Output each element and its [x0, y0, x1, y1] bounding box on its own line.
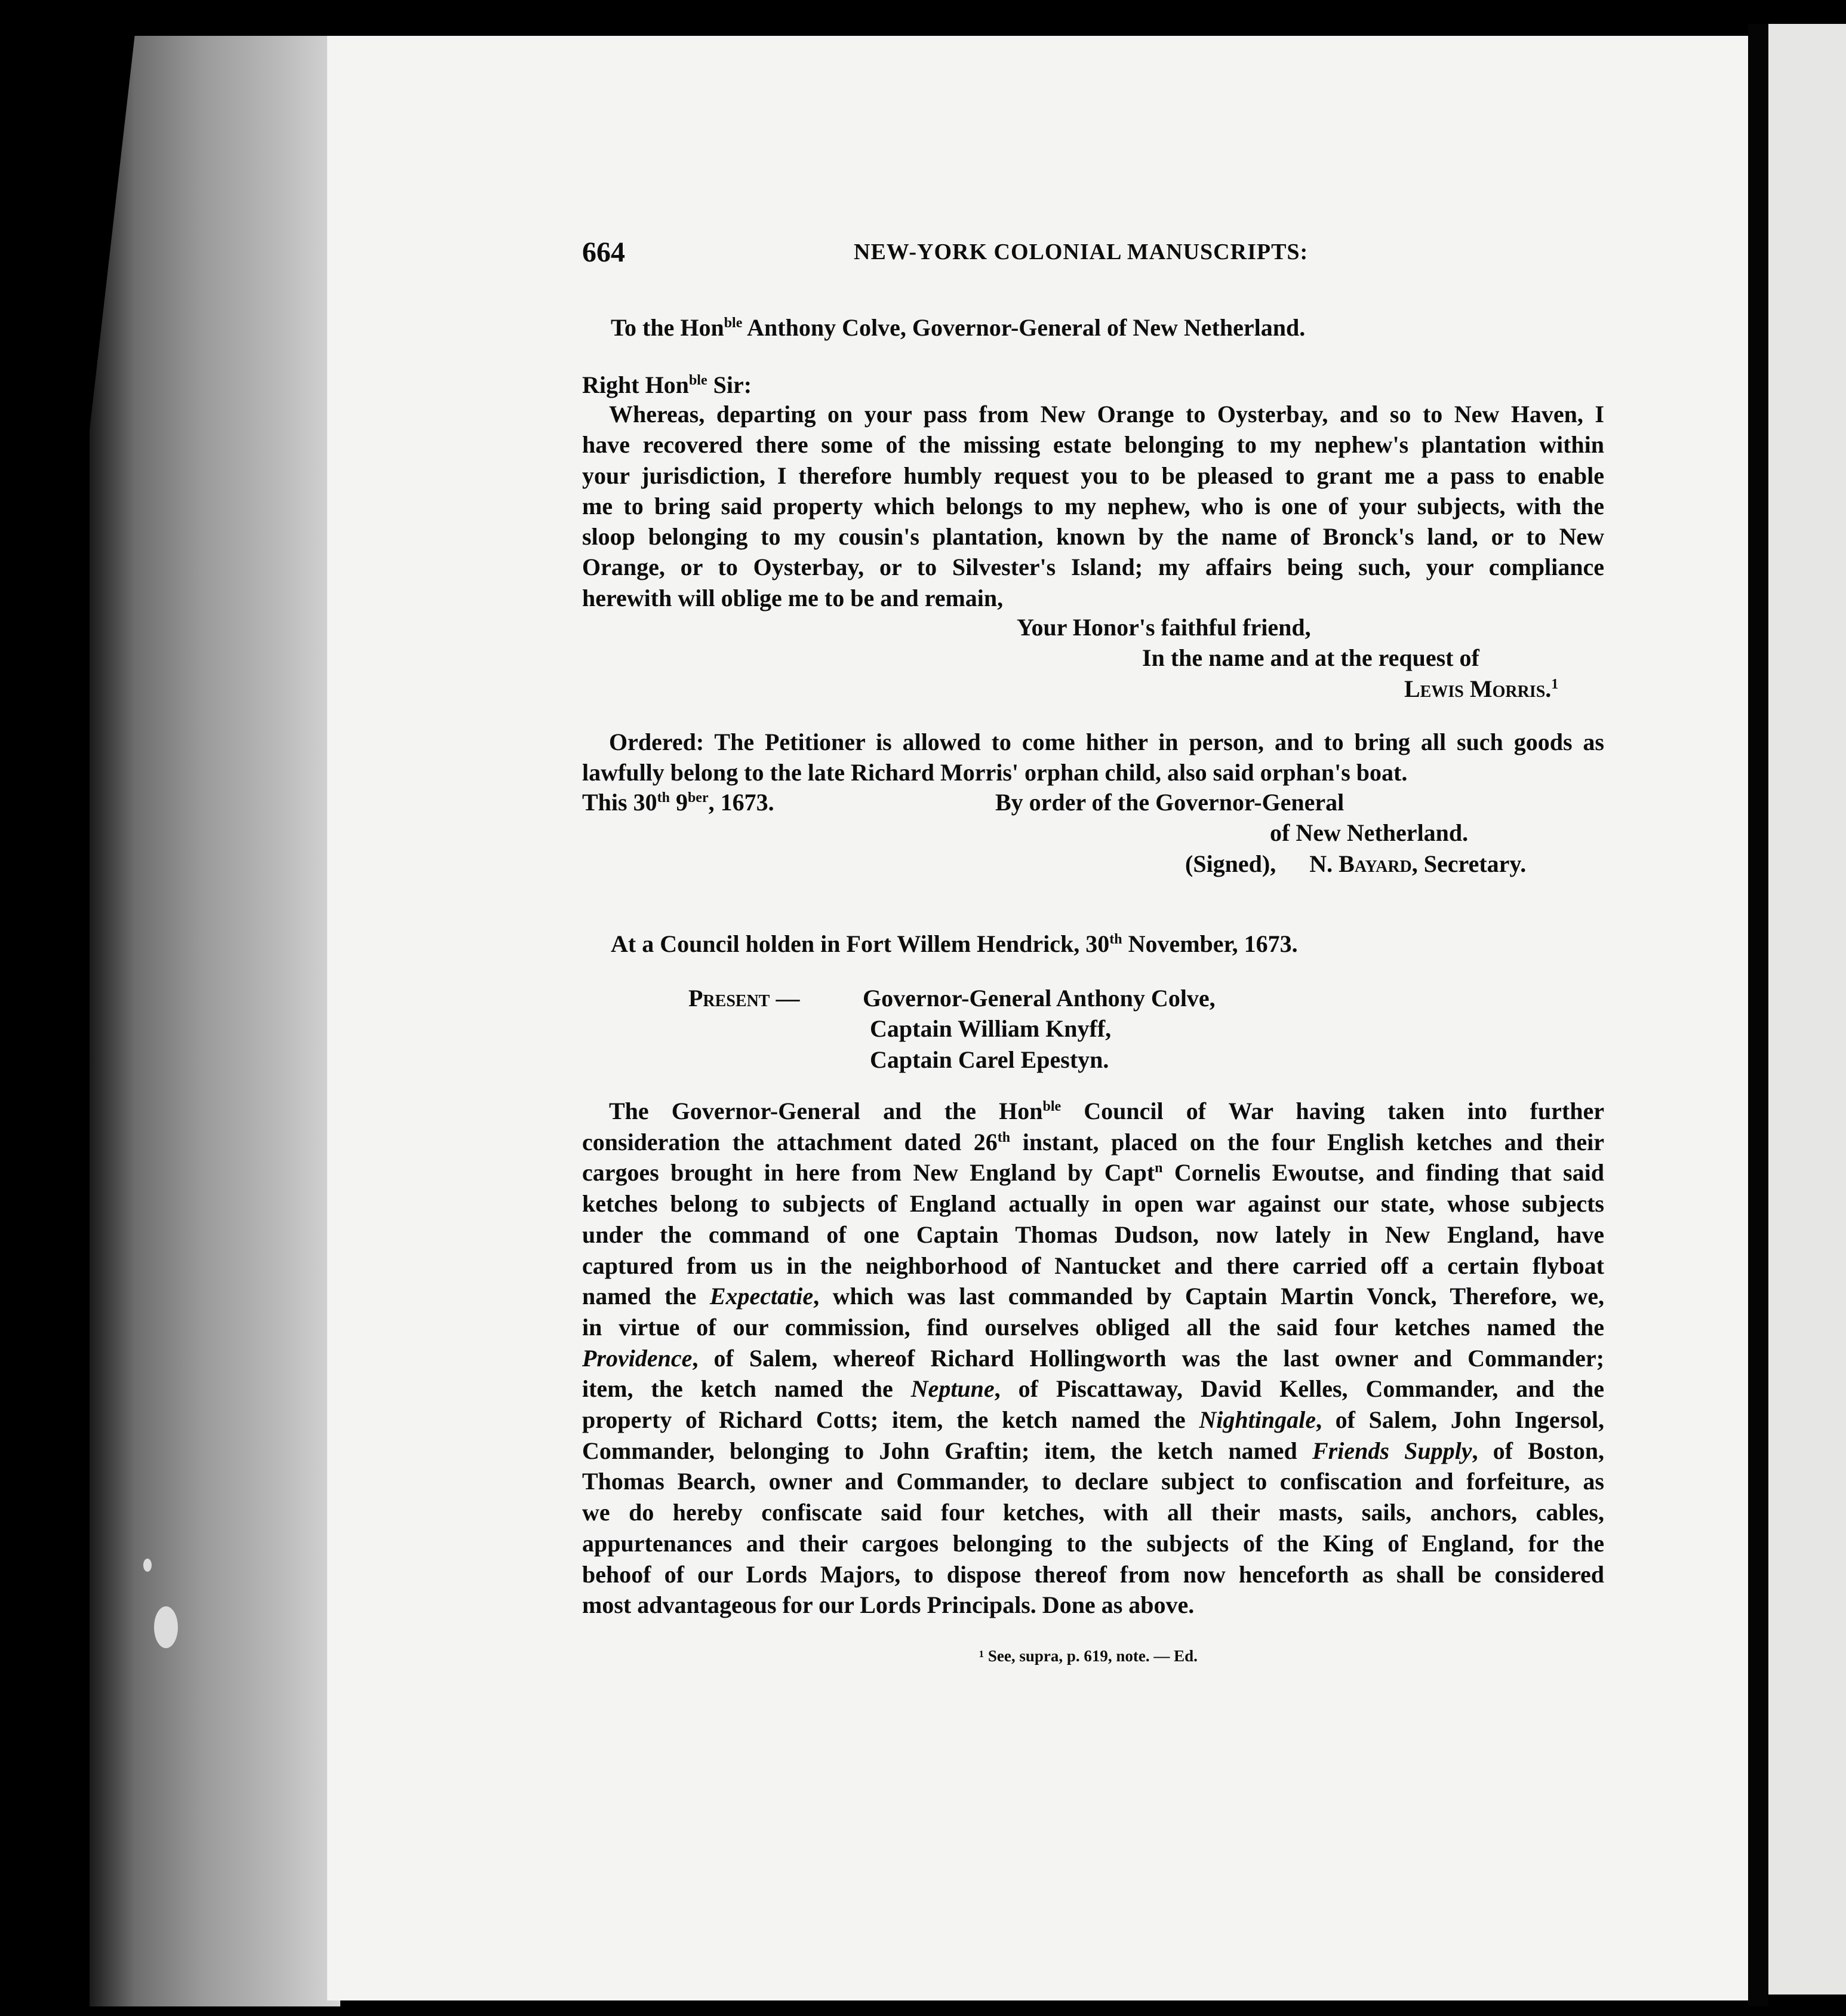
resolution-line: captured from us in the neighborhood of Nantucket and there carried off a certain flyboat	[582, 1252, 1604, 1279]
resolution-line: The Governor-General and the Hon$^{ble}$ Council of War having taken into further	[609, 1098, 1604, 1124]
next-page-edge	[1768, 24, 1846, 1995]
resolution-line: most advantageous for our Lords Principals. Done as above.	[582, 1591, 1195, 1619]
footnote: ¹ See, supra, p. 619, note. — Ed.	[979, 1647, 1198, 1665]
letter-line: have recovered there some of the missing estate belonging to my nephew's plantation within	[582, 431, 1604, 459]
letter-body	[582, 399, 1604, 613]
letter-line: Whereas, departing on your pass from New Orange to Oysterbay, and so to New Haven, I	[609, 401, 1604, 428]
page-gap	[1748, 24, 1768, 2006]
of-new-netherland: of New Netherland.	[1270, 819, 1469, 847]
letter-line: herewith will oblige me to be and remain,	[582, 584, 1004, 611]
resolution-line: in virtue of our commission, find ourselves obliged all the said four ketches named the	[582, 1313, 1604, 1341]
letter-line: Orange, or to Oysterbay, or to Silvester's Island; my affairs being such, your compliance	[582, 554, 1604, 581]
scan-speck	[143, 1559, 152, 1572]
present-member: Governor-General Anthony Colve,	[863, 985, 1216, 1012]
order-text	[582, 727, 1604, 788]
page-number: 664	[582, 236, 625, 268]
secretary-name: N. Bayard,	[1309, 850, 1418, 877]
order-signature: (Signed), N. Bayard, Secretary.	[1185, 850, 1527, 877]
letter-closing	[582, 612, 1604, 704]
resolution-line: property of Richard Cotts; item, the ketch named the Nightingale, of Salem, John Ingersol,	[582, 1406, 1604, 1434]
closing-line: In the name and at the request of	[1142, 644, 1479, 672]
present-list	[582, 983, 1604, 1075]
resolution-line: Commander, belonging to John Graftin; item, the ketch named Friends Supply, of Boston,	[582, 1437, 1604, 1464]
present-member: Captain Carel Epestyn.	[870, 1046, 1109, 1073]
letter-salutation: Right Hon$^{ble}$ Sir:	[582, 371, 752, 398]
page-header	[582, 236, 1621, 272]
order-date-line: This 30th $9^{ber}$, 1673. By order of the Governor-General of New Netherland. (Signed), N. Bayard, Secretary.	[582, 787, 1604, 879]
letter-address: To the Hon$^{ble}$ Anthony Colve, Governor-General of New Netherland.	[611, 314, 1306, 341]
resolution-line: appurtenances and their cargoes belonging to the subjects of the King of England, for the	[582, 1529, 1604, 1557]
resolution-line: Providence, of Salem, whereof Richard Hollingworth was the last owner and Commander;	[582, 1344, 1604, 1372]
by-order: By order of the Governor-General	[995, 789, 1344, 816]
letter-line: your jurisdiction, I therefore humbly request you to be pleased to grant me a pass to enable	[582, 462, 1604, 489]
order-line: Ordered: The Petitioner is allowed to come hither in person, and to bring all such goods as	[609, 729, 1604, 755]
book-edge	[90, 36, 340, 2006]
letter-signer: Lewis Morris.$^1$	[1404, 675, 1559, 702]
resolution-line: under the command of one Captain Thomas Dudson, now lately in New England, have	[582, 1221, 1604, 1248]
closing-line: Your Honor's faithful friend,	[1017, 614, 1311, 641]
resolution-line: named the Expectatie, which was last commanded by Captain Martin Vonck, Therefore, we,	[582, 1283, 1605, 1310]
present-label: Present —	[688, 985, 800, 1012]
resolution-text	[582, 1096, 1604, 1621]
resolution-line: cargoes brought in here from New England by Capt$^n$ Cornelis Ewoutse, and finding that said	[582, 1159, 1604, 1187]
present-member: Captain William Knyff,	[870, 1015, 1112, 1043]
running-head: NEW-YORK COLONIAL MANUSCRIPTS:	[854, 239, 1309, 265]
resolution-line: behoof of our Lords Majors, to dispose thereof from now henceforth as shall be considered	[582, 1560, 1604, 1588]
resolution-line: Thomas Bearch, owner and Commander, to declare subject to confiscation and forfeiture, as	[582, 1468, 1604, 1495]
resolution-line: we do hereby confiscate said four ketches, with all their masts, sails, anchors, cables,	[582, 1499, 1604, 1526]
scan-speck	[154, 1606, 178, 1648]
letter-line: sloop belonging to my cousin's plantation, known by the name of Bronck's land, or to New	[582, 523, 1604, 551]
resolution-line: item, the ketch named the Neptune, of Piscattaway, David Kelles, Commander, and the	[582, 1375, 1604, 1403]
council-heading: At a Council holden in Fort Willem Hendrick, 30th November, 1673.	[611, 930, 1298, 957]
resolution-line: ketches belong to subjects of England actually in open war against our state, whose subjects	[582, 1190, 1604, 1218]
resolution-line: consideration the attachment dated 26th instant, placed on the four English ketches and their	[582, 1128, 1605, 1155]
letter-line: me to bring said property which belongs to my nephew, who is one of your subjects, with the	[582, 492, 1604, 520]
order-line: lawfully belong to the late Richard Morris' orphan child, also said orphan's boat.	[582, 759, 1408, 786]
